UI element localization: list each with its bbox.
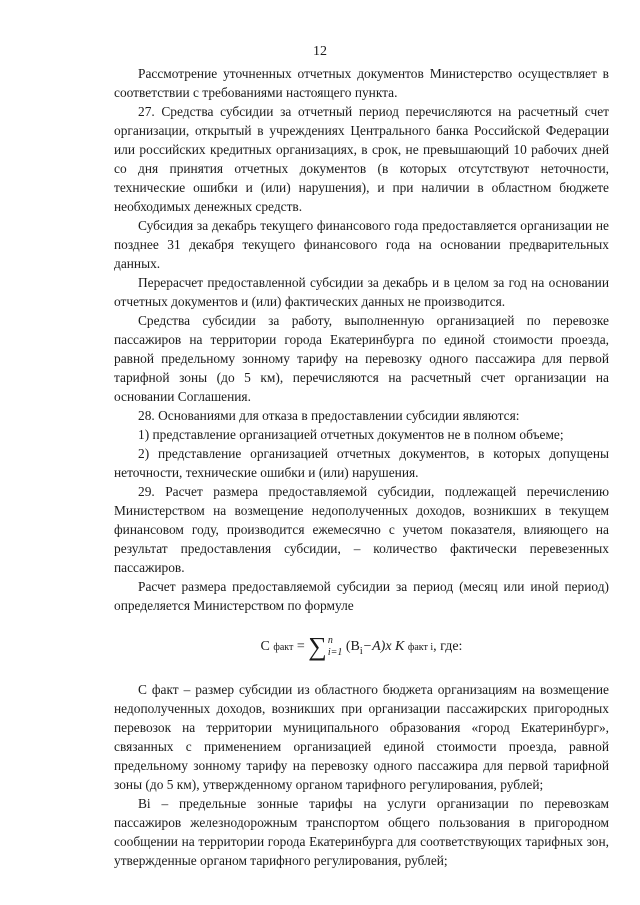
paragraph-refusal-1: 1) представление организацией отчетных документов не в полном объеме; [138,427,564,442]
formula-lhs-subscript: факт [273,642,294,654]
paragraph-item-28: 28. Основаниями для отказа в предоставлении субсидии являются: [138,408,520,423]
formula-lhs: С [260,639,270,655]
paragraph-recalculation: Перерасчет предоставленной субсидии за декабрь и в целом за год на основании отчетных документов и (или) фактических данных не производится. [114,275,609,309]
formula-term-open: (В [345,639,360,655]
paragraph-bi-definition: Вi – предельные зонные тарифы на услуги организации по перевозкам пассажиров железнодорожным транспортом общего пользования в пригородном сообщении на территории города Екатеринбурга для соответствующих тарифных зон, утвержденные органом тарифного регулирования, рублей; [114,796,609,869]
formula-tail: , где: [433,639,463,655]
paragraph-c-fact-definition: С факт – размер субсидии из областного бюджета организациям на возмещение недополученных доходов, возникших при организации пассажирских пригородных перевозок на территории муниципального образования «город Екатеринбург», связанных с применением организацией единой стоимости проезда, равной предельному зонному тарифу на перевозку одного пассажира для первой тарифной зоны (до 5 км), утвержденному органом тарифного регулирования, рублей; [114,682,609,793]
document-body [114,64,609,870]
formula-term-index: i [359,646,363,658]
paragraph-december-subsidy: Субсидия за декабрь текущего финансового года предоставляется организации не позднее 31 декабря текущего финансового года на основании предварительных данных. [114,218,609,271]
page-number: 12 [313,44,327,59]
formula-equals: = [296,639,305,655]
formula-term-minus-a: −A)x [362,639,392,655]
summation-upper-limit: n [327,635,333,646]
paragraph-subsidy-funds: Средства субсидии за работу, выполненную организацией по перевозке пассажиров на территории города Екатеринбурга по единой стоимости проезда, равной предельному зонному тарифу на перевозку одного пассажира для первой тарифной зоны (до 5 км), перечисляются на расчетный счет организации на основании Соглашения. [114,313,609,404]
summation-lower-limit: i=1 [327,647,343,658]
summation-symbol: ∑ [308,632,327,661]
paragraph-formula-intro: Расчет размера предоставляемой субсидии за период (месяц или иной период) определяется Министерством по формуле [114,579,609,613]
paragraph-item-29: 29. Расчет размера предоставляемой субсидии, подлежащей перечислению Министерством на возмещение недополученных доходов, возникших в текущем финансовом году, производится ежемесячно с учетом показателя, влияющего на результат предоставления субсидии, – количество фактически перевезенных пассажиров. [114,484,609,575]
formula-k-subscript: факт i [407,642,434,654]
formula-k: K [395,639,405,655]
subsidy-formula [114,632,609,664]
paragraph-refusal-2: 2) представление организацией отчетных документов, в которых допущены неточности, технические ошибки и (или) нарушения. [114,446,609,480]
paragraph-review-clarified: Рассмотрение уточненных отчетных документов Министерство осуществляет в соответствии с требованиями настоящего пункта. [114,66,609,100]
paragraph-item-27: 27. Средства субсидии за отчетный период перечисляются на расчетный счет организации, открытый в учреждениях Центрального банка Российской Федерации или российских кредитных организациях, в срок, не превышающий 10 рабочих дней со дня принятия отчетных документов (в которых отсутствуют неточности, технические ошибки и (или) нарушения), и при наличии в областном бюджете необходимых денежных средств. [114,104,609,214]
summation-limits [328,635,343,659]
